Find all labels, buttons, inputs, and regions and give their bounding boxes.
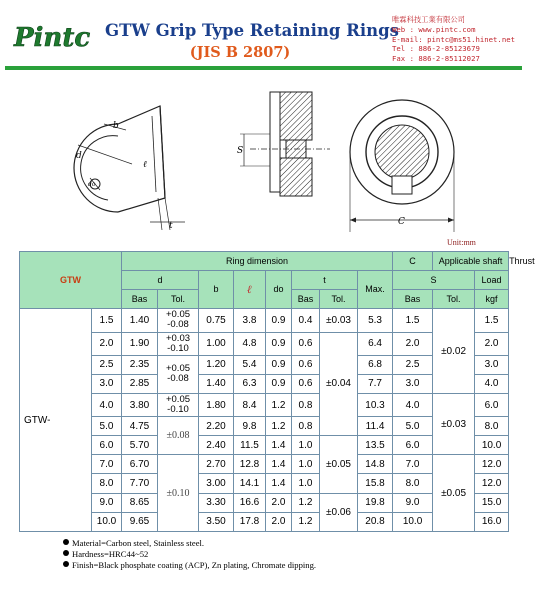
label-l: ℓ xyxy=(143,160,147,170)
series-label: GTW xyxy=(20,252,122,309)
c-cell: 6.4 xyxy=(358,332,393,355)
c-cell: 19.8 xyxy=(358,493,393,512)
size-cell: 7.0 xyxy=(92,455,122,474)
c-cell: 20.8 xyxy=(358,512,393,531)
label-b: b xyxy=(113,121,119,131)
b-cell: 2.40 xyxy=(199,436,234,455)
d-cell: 6.70 xyxy=(122,455,158,474)
label-s: S xyxy=(237,146,244,156)
d-bas-header: Bas xyxy=(122,290,158,309)
header-divider xyxy=(5,66,522,70)
c-header: C xyxy=(393,252,433,271)
size-cell: 1.5 xyxy=(92,309,122,332)
t-cell: 1.2 xyxy=(292,493,320,512)
load-cell: 2.0 xyxy=(475,332,509,355)
d-cell: 5.70 xyxy=(122,436,158,455)
t-tol-header: Tol. xyxy=(320,290,358,309)
l-cell: 17.8 xyxy=(234,512,266,531)
label-t: t xyxy=(169,221,173,231)
c-cell: 7.7 xyxy=(358,374,393,393)
load-cell: 1.5 xyxy=(475,309,509,332)
t-cell: 1.0 xyxy=(292,436,320,455)
l-header: ℓ xyxy=(234,271,266,309)
standard-subtitle: (JIS B 2807) xyxy=(189,44,291,61)
c-cell: 5.3 xyxy=(358,309,393,332)
pintc-logo xyxy=(12,18,90,54)
l-cell: 3.8 xyxy=(234,309,266,332)
company-name: 唯霖科技工業有限公司 xyxy=(392,15,465,24)
l-cell: 11.5 xyxy=(234,436,266,455)
t-cell: 0.4 xyxy=(292,309,320,332)
shaft-section-drawing xyxy=(240,92,330,196)
s-tol-header: Tol. xyxy=(433,290,475,309)
c-cell: 11.4 xyxy=(358,417,393,436)
ring-front-drawing xyxy=(350,100,454,232)
page-title: GTW Grip Type Retaining Rings xyxy=(105,21,399,40)
l-cell: 4.8 xyxy=(234,332,266,355)
load-cell: 3.0 xyxy=(475,355,509,374)
do-cell: 0.9 xyxy=(266,374,292,393)
label-c: C xyxy=(398,217,405,227)
t-cell: 1.0 xyxy=(292,455,320,474)
kgf-header: kgf xyxy=(475,290,509,309)
l-cell: 16.6 xyxy=(234,493,266,512)
s-header: S xyxy=(393,271,475,290)
t-header: t xyxy=(292,271,358,290)
s-cell: 1.5 xyxy=(393,309,433,332)
note-material: Material=Carbon steel, Stainless steel. xyxy=(63,538,316,549)
s-tol-cell: ±0.05 xyxy=(433,455,475,532)
c-cell: 13.5 xyxy=(358,436,393,455)
l-cell: 6.3 xyxy=(234,374,266,393)
unit-label: Unit:mm xyxy=(447,238,476,247)
d-tol-cell: ±0.10 xyxy=(158,455,199,532)
b-cell: 2.20 xyxy=(199,417,234,436)
applicable-shaft-header: Applicable shaft xyxy=(433,252,509,271)
load-cell: 12.0 xyxy=(475,474,509,493)
t-cell: 0.6 xyxy=(292,355,320,374)
d-cell: 2.35 xyxy=(122,355,158,374)
d-tol-cell: +0.05 -0.08 xyxy=(158,355,199,393)
c-cell: 15.8 xyxy=(358,474,393,493)
do-header: do xyxy=(266,271,292,309)
t-bas-header: Bas xyxy=(292,290,320,309)
load-cell: 12.0 xyxy=(475,455,509,474)
load-cell: 15.0 xyxy=(475,493,509,512)
table-row xyxy=(20,393,509,416)
c-cell: 10.3 xyxy=(358,393,393,416)
s-cell: 4.0 xyxy=(393,393,433,416)
l-cell: 12.8 xyxy=(234,455,266,474)
s-cell: 5.0 xyxy=(393,417,433,436)
s-cell: 3.0 xyxy=(393,374,433,393)
b-cell: 0.75 xyxy=(199,309,234,332)
t-tol-cell: ±0.04 xyxy=(320,332,358,436)
s-cell: 6.0 xyxy=(393,436,433,455)
s-tol-cell: ±0.03 xyxy=(433,393,475,454)
load-cell: 6.0 xyxy=(475,393,509,416)
l-cell: 14.1 xyxy=(234,474,266,493)
d-tol-cell: +0.05 -0.08 xyxy=(158,309,199,332)
table-row xyxy=(20,455,509,474)
b-cell: 1.80 xyxy=(199,393,234,416)
t-cell: 0.8 xyxy=(292,417,320,436)
s-cell: 9.0 xyxy=(393,493,433,512)
d-cell: 2.85 xyxy=(122,374,158,393)
t-cell: 0.6 xyxy=(292,374,320,393)
technical-drawings xyxy=(0,72,527,240)
d-cell: 1.40 xyxy=(122,309,158,332)
t-tol-cell: ±0.03 xyxy=(320,309,358,332)
notes xyxy=(63,538,316,571)
d-cell: 3.80 xyxy=(122,393,158,416)
do-cell: 1.2 xyxy=(266,393,292,416)
ring-side-drawing xyxy=(74,106,185,230)
size-cell: 5.0 xyxy=(92,417,122,436)
spec-table: GTW Ring dimension C Applicable shaft Thrust d b ℓ do t Max. S Load Bas Tol. Bas Tol. Bas Tol. kgf GTW- 1.5 1.40 +0.05 -0.08 0.75 3.8 0.9 0.4 ±0.03 5.3 1.5 ±0.02 1.5 2.0 1.90 +0.03 -0.10 1.00 4.8 0.9 0.6 ±0.04 6.4 2.0 2.0 2.5 2.35 +0.05 -0.08 1.20 5.4 0.9 0.6 6.8 2.5 3.0 3.0 2.85 1.40 6.3 0.9 0.6 7.7 3.0 4.0 4.0 3.80 +0.05 -0.10 1.80 8.4 1.2 0.8 10.3 4.0 ±0.03 6.0 5.0 4.75 ±0.08 2.20 9.8 1.2 0.8 11.4 5.0 8.0 6.0 5.70 2.40 11.5 1.4 1.0 ±0.05 13.5 6.0 10.0 7.0 6.70 ±0.10 2.70 12.8 1.4 1.0 14.8 7.0 ±0.05 12.0 8.0 7.70 3.00 14.1 1.4 1.0 15.8 8.0 12.0 9.0 8.65 3.30 16.6 2.0 1.2 ±0.06 19.8 9.0 15.0 10.0 9.65 3.50 17.8 2.0 1.2 20.8 10.0 16.0 xyxy=(19,251,509,532)
size-cell: 4.0 xyxy=(92,393,122,416)
label-d: d xyxy=(76,151,82,161)
company-email: E-mail: pintc@ms51.hinet.net xyxy=(392,34,516,44)
b-cell: 2.70 xyxy=(199,455,234,474)
load-cell: 8.0 xyxy=(475,417,509,436)
company-info xyxy=(392,15,515,64)
company-tel: Tel : 886-2-85123679 xyxy=(392,44,480,54)
d-header: d xyxy=(122,271,199,290)
t-cell: 1.2 xyxy=(292,512,320,531)
t-cell: 1.0 xyxy=(292,474,320,493)
b-cell: 3.00 xyxy=(199,474,234,493)
load-cell: 4.0 xyxy=(475,374,509,393)
s-cell: 8.0 xyxy=(393,474,433,493)
b-header: b xyxy=(199,271,234,309)
ring-dimension-header: Ring dimension xyxy=(122,252,393,271)
label-do: do xyxy=(88,181,96,188)
size-cell: 3.0 xyxy=(92,374,122,393)
note-hardness: Hardness=HRC44~52 xyxy=(63,549,316,560)
c-cell: 6.8 xyxy=(358,355,393,374)
size-cell: 6.0 xyxy=(92,436,122,455)
do-cell: 0.9 xyxy=(266,355,292,374)
l-cell: 5.4 xyxy=(234,355,266,374)
company-web: Web : www.pintc.com xyxy=(392,24,476,34)
size-cell: 10.0 xyxy=(92,512,122,531)
s-cell: 2.5 xyxy=(393,355,433,374)
d-tol-cell: +0.03 -0.10 xyxy=(158,332,199,355)
load-cell: 16.0 xyxy=(475,512,509,531)
s-cell: 7.0 xyxy=(393,455,433,474)
s-tol-cell: ±0.02 xyxy=(433,309,475,394)
do-cell: 2.0 xyxy=(266,512,292,531)
s-cell: 10.0 xyxy=(393,512,433,531)
d-cell: 1.90 xyxy=(122,332,158,355)
d-cell: 8.65 xyxy=(122,493,158,512)
size-cell: 2.5 xyxy=(92,355,122,374)
table-row xyxy=(20,309,509,332)
d-tol-header: Tol. xyxy=(158,290,199,309)
do-cell: 0.9 xyxy=(266,309,292,332)
b-cell: 1.00 xyxy=(199,332,234,355)
bullet-icon xyxy=(63,561,69,567)
t-tol-cell: ±0.05 xyxy=(320,436,358,493)
d-tol-cell: +0.05 -0.10 xyxy=(158,393,199,416)
t-cell: 0.8 xyxy=(292,393,320,416)
do-cell: 2.0 xyxy=(266,493,292,512)
do-cell: 1.4 xyxy=(266,436,292,455)
d-cell: 9.65 xyxy=(122,512,158,531)
t-cell: 0.6 xyxy=(292,332,320,355)
b-cell: 3.50 xyxy=(199,512,234,531)
c-max-header: Max. xyxy=(358,271,393,309)
bullet-icon xyxy=(63,539,69,545)
load-cell: 10.0 xyxy=(475,436,509,455)
d-cell: 4.75 xyxy=(122,417,158,436)
b-cell: 3.30 xyxy=(199,493,234,512)
l-cell: 8.4 xyxy=(234,393,266,416)
l-cell: 9.8 xyxy=(234,417,266,436)
d-cell: 7.70 xyxy=(122,474,158,493)
size-cell: 8.0 xyxy=(92,474,122,493)
d-tol-cell: ±0.08 xyxy=(158,417,199,455)
do-cell: 1.2 xyxy=(266,417,292,436)
row-prefix: GTW- xyxy=(20,309,92,532)
t-tol-cell: ±0.06 xyxy=(320,493,358,531)
load-header: Load xyxy=(475,271,509,290)
size-cell: 2.0 xyxy=(92,332,122,355)
bullet-icon xyxy=(63,550,69,556)
size-cell: 9.0 xyxy=(92,493,122,512)
do-cell: 1.4 xyxy=(266,455,292,474)
s-bas-header: Bas xyxy=(393,290,433,309)
c-cell: 14.8 xyxy=(358,455,393,474)
b-cell: 1.20 xyxy=(199,355,234,374)
do-cell: 1.4 xyxy=(266,474,292,493)
svg-text:Pintc: Pintc xyxy=(14,23,91,53)
s-cell: 2.0 xyxy=(393,332,433,355)
b-cell: 1.40 xyxy=(199,374,234,393)
company-fax: Fax : 886-2-85112027 xyxy=(392,54,480,64)
note-finish: Finish=Black phosphate coating (ACP), Zn plating, Chromate dipping. xyxy=(63,560,316,571)
do-cell: 0.9 xyxy=(266,332,292,355)
